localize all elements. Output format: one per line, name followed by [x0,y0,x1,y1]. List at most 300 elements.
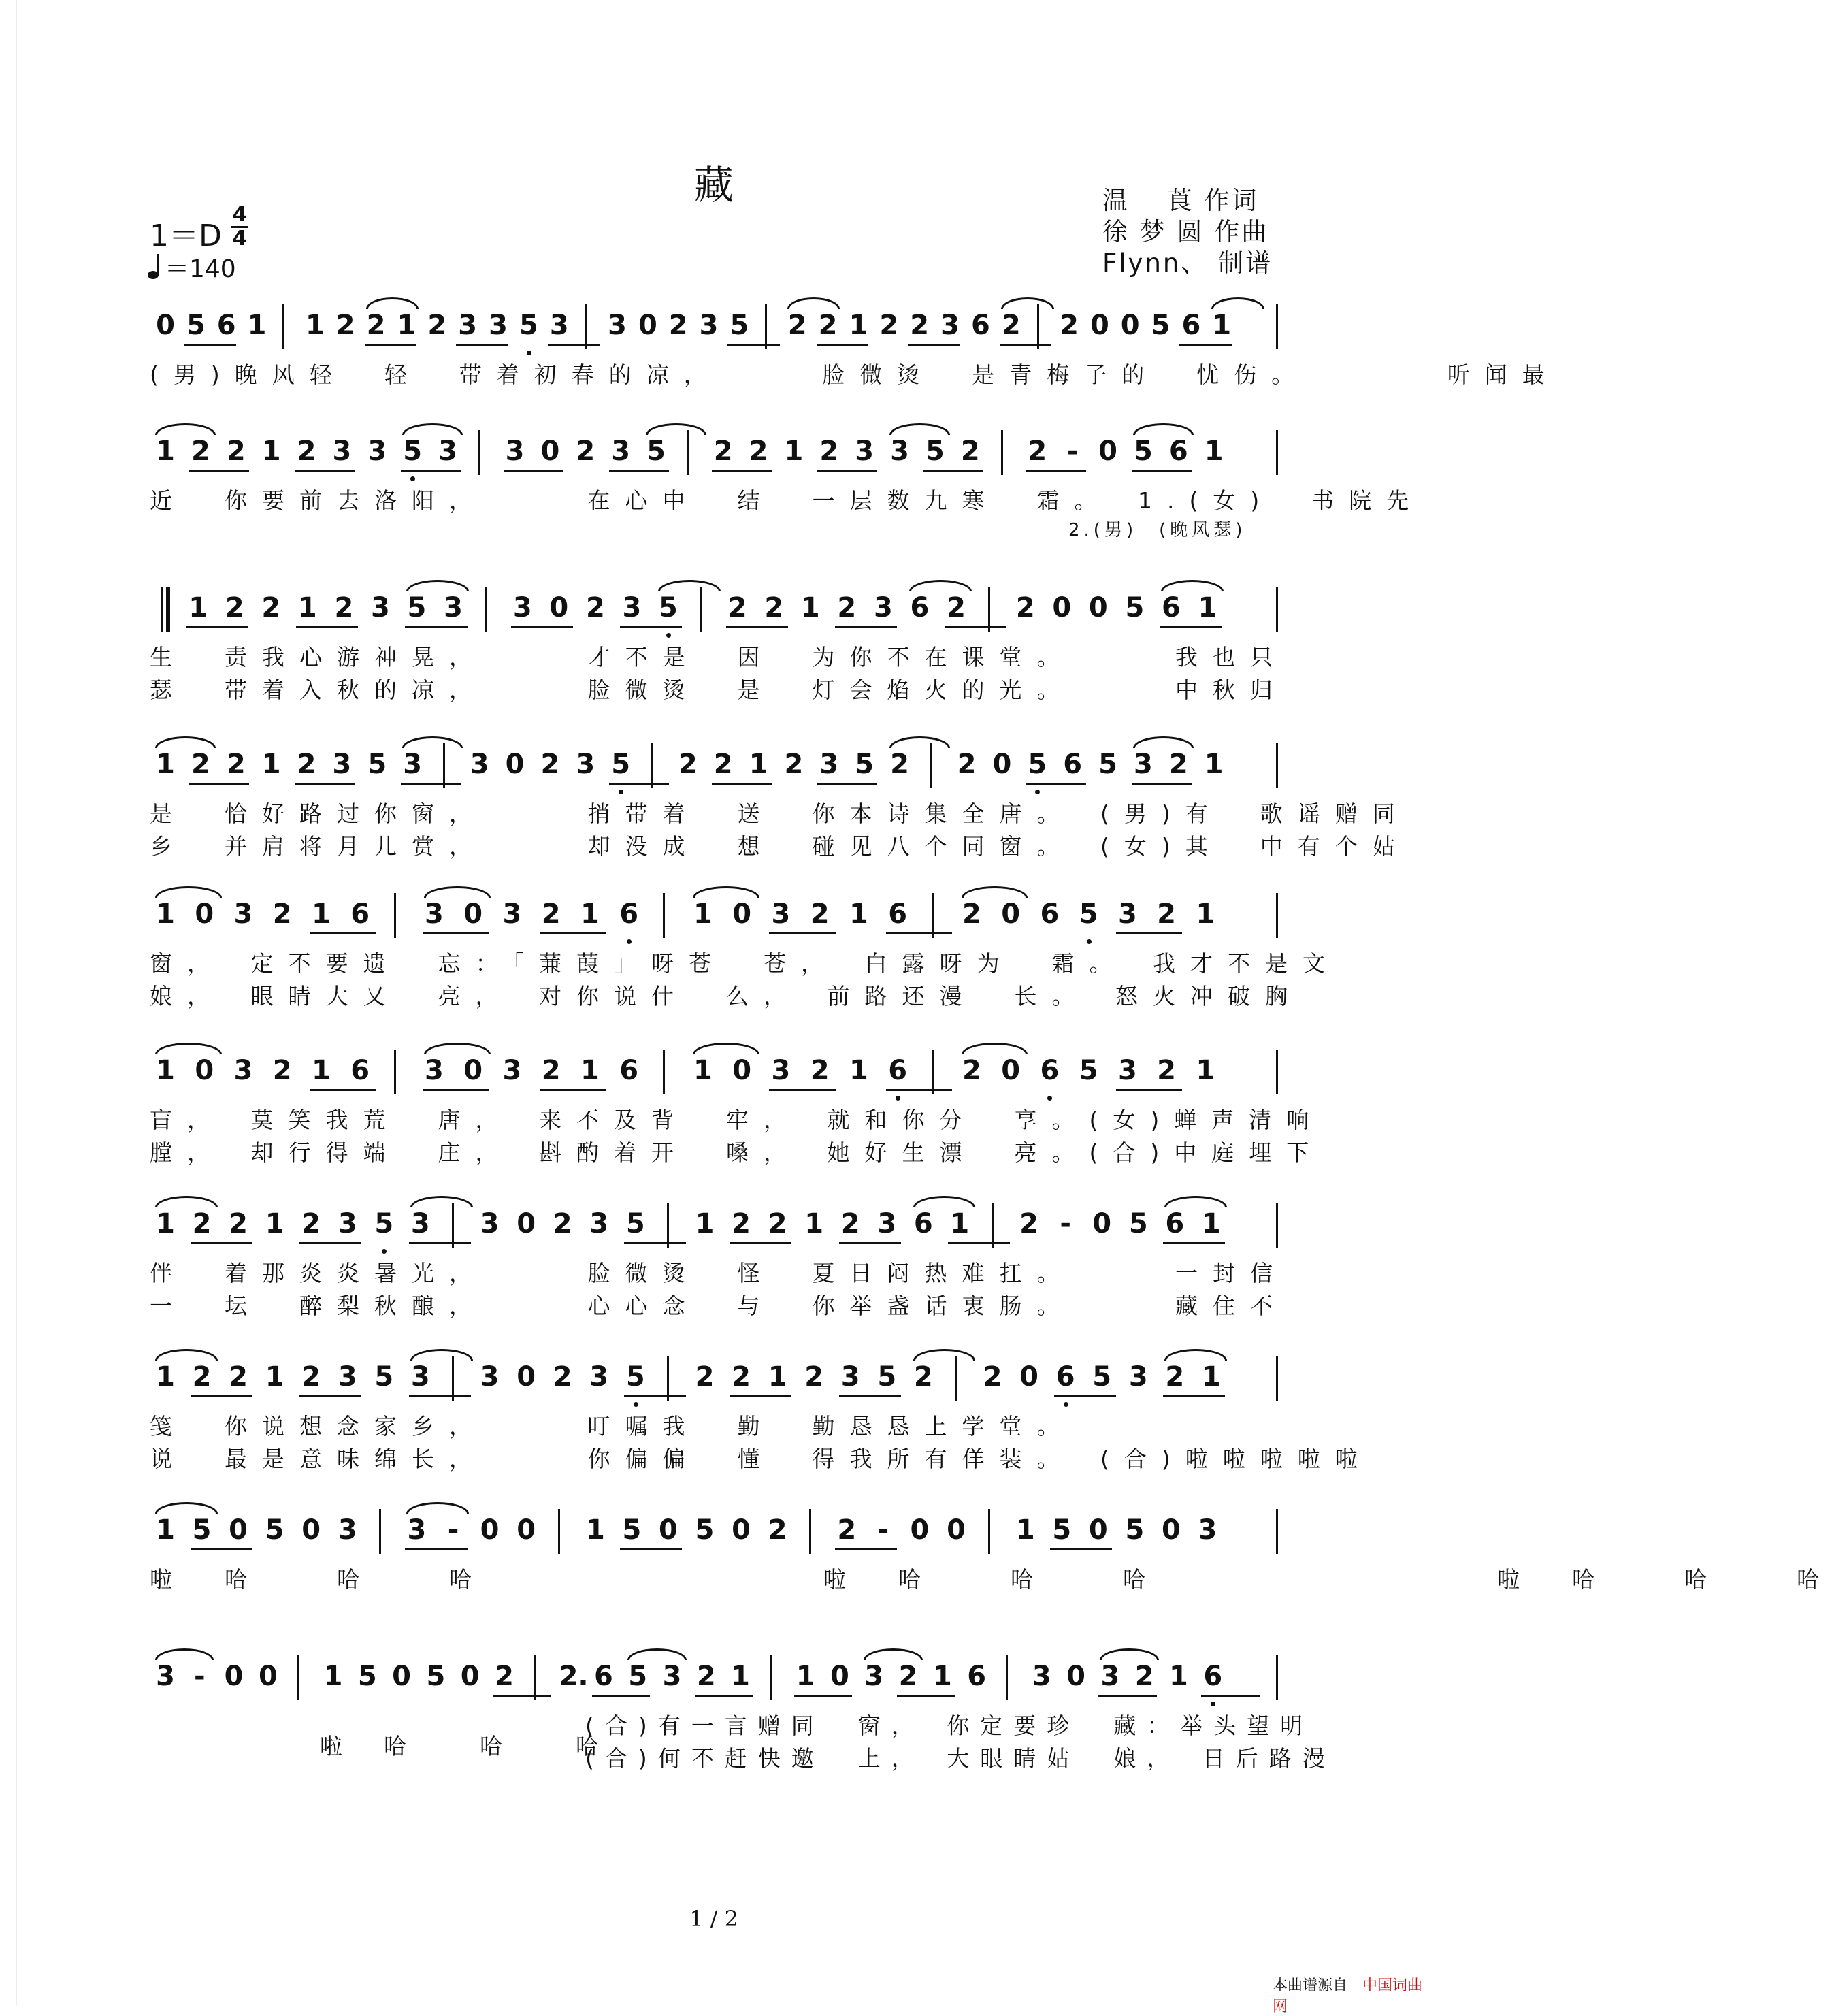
octave-dot [666,633,671,638]
note: 1 [796,1661,815,1692]
beam-underline [923,470,983,472]
barline [1037,304,1039,349]
note: 3 [438,436,457,467]
note: - [193,1661,206,1692]
beam-underline [620,626,682,628]
note: 2 [1165,1361,1185,1393]
note: 3 [425,1055,444,1086]
note: 5 [367,749,387,780]
slur [410,1349,473,1361]
lyric-line: (合)何不赶快邀 上， 大眼睛姑 娘， 日后路漫 [585,1745,1336,1772]
footer-text: 本曲谱源自 [1273,1977,1348,1994]
barline [809,1509,811,1554]
note: 3 [470,749,489,780]
note: 1 [804,1208,824,1239]
footer-link[interactable]: 中国词曲网 [1273,1977,1423,2015]
note: 1 [156,1055,175,1086]
beam-underline [540,932,606,934]
note: 6 [1162,592,1181,623]
note: 6 [1063,749,1083,780]
note: 5 [1079,898,1098,930]
note: 3 [367,436,387,467]
slur [366,297,419,309]
beam-underline [1163,1395,1225,1397]
beam-underline [624,1395,686,1397]
tempo-mark [147,250,236,284]
lyric-line: (合)有一言赠同 窗， 你定要珍 藏：举头望明 [585,1712,1314,1739]
barline [667,1203,669,1248]
note: 3 [1100,1661,1120,1692]
barline [687,430,689,475]
note: 2 [727,592,747,623]
beam-underline [730,1395,791,1397]
note: 5 [628,1661,648,1692]
note: 1 [261,436,281,467]
note: 3 [410,1361,430,1393]
barline [394,893,396,938]
note: 5 [695,1514,715,1546]
barline [1276,430,1278,475]
note: 3 [502,1055,522,1086]
note: 3 [1032,1661,1051,1692]
slur [402,736,463,748]
note: 2 [819,436,839,467]
score-line [150,1208,1288,1331]
slur [909,580,972,591]
beam-underline [1160,626,1222,628]
note: 5 [357,1661,377,1692]
barline [1276,1356,1278,1401]
slur [406,1502,469,1514]
beam-underline [511,626,573,628]
note: 1 [156,898,175,930]
note: 5 [186,310,206,341]
note: 3 [771,898,791,930]
note: 3 [662,1661,682,1692]
note: 1 [1015,1514,1035,1546]
note: 2 [1168,749,1188,780]
beam-underline [299,1242,361,1244]
note: 5 [1125,1514,1145,1546]
note: 2 [297,436,316,467]
composer-credit: 徐 梦 圆 作曲 [1102,217,1269,246]
barline [700,587,702,632]
slur [155,1196,218,1207]
note: 1 [397,310,416,341]
note: 2 [272,1055,292,1086]
note: 5 [659,592,678,623]
beam-underline [1116,1089,1182,1091]
beam-underline [769,1089,835,1091]
beam-underline [1132,470,1192,472]
slur [1100,1648,1158,1660]
score-line [150,310,1560,432]
note: 2 [192,1361,212,1393]
barline [667,1356,669,1401]
note: 6 [619,1055,639,1086]
note: 2 [334,592,354,623]
slur [1164,1349,1227,1361]
beam-underline [548,344,600,346]
beam-underline [712,470,772,472]
slur [424,886,491,898]
barline [485,587,487,632]
note: 5 [925,436,945,467]
note: 1 [749,749,768,780]
note: 3 [608,310,627,341]
note: 5 [622,1514,642,1546]
beam-underline [620,1548,682,1550]
slur [424,1043,491,1054]
barline [932,893,934,938]
barline [534,1655,536,1700]
barline [161,587,163,632]
note: 2 [678,749,698,780]
note: 2 [427,310,447,341]
beam-underline [1054,1395,1116,1397]
note: 6 [1203,1661,1223,1692]
octave-dot [634,1402,638,1407]
lyric-line: 近 你要前去洛阳， 在心中 结 一层数九寒 霜。 1.(女) 书院先 [150,487,1424,514]
source-footer [1273,1974,1428,2016]
slur [864,1648,922,1660]
note: 5 [403,436,423,467]
note: 3 [576,749,595,780]
note: 5 [625,1361,645,1393]
score-line [150,898,1340,1021]
note: 3 [622,592,642,623]
note: - [447,1514,459,1546]
beam-underline [948,1242,1010,1244]
note: 0 [517,1208,536,1239]
note: 3 [589,1208,609,1239]
note: 2 [957,749,977,780]
note: 0 [1092,1208,1112,1239]
octave-dot [619,790,623,794]
slur [913,1349,976,1361]
beam-underline [794,1695,853,1697]
note: 2 [335,310,355,341]
note: 3 [549,310,569,341]
note: 3 [403,749,423,780]
barline [955,1356,957,1401]
beam-underline [908,344,960,346]
note: 0 [224,1661,244,1692]
beam-underline [945,626,1006,628]
note: 0 [1019,1361,1039,1393]
note: 3 [332,749,352,780]
note: 1 [1198,592,1217,623]
lyric-line: 乡 并肩将月儿赏， 却没成 想 碰见八个同窗。 (女)其 中有个姑 [150,833,1410,860]
barline [770,1655,772,1700]
note: 6 [913,1208,933,1239]
lyric-line: 窗， 定不要遗 忘：「蒹葭」呀苍 苍， 白露呀为 霜。 我才不是文 [150,950,1340,977]
note: 6 [216,310,236,341]
note: 2 [261,592,281,623]
note: 3 [873,592,893,623]
note: 2 [962,1055,981,1086]
note: 0 [638,310,657,341]
barline [1276,304,1278,349]
slur [693,1043,759,1054]
barline [443,743,445,788]
note: 6 [1040,898,1060,930]
note: 2 [696,1661,716,1692]
note: 2. [559,1661,589,1692]
note: 2 [810,1055,830,1086]
song-title: 藏 [693,162,734,208]
beam-underline [726,626,788,628]
note: 0 [659,1514,678,1546]
note: 5 [192,1514,212,1546]
note: 2 [910,310,930,341]
octave-dot [627,939,632,944]
note: 1 [156,1361,175,1393]
note: 6 [888,898,908,930]
note: 0 [732,1514,751,1546]
note: 2 [1015,592,1035,623]
note: 2 [810,898,830,930]
note: 5 [646,436,666,467]
slur [693,886,759,898]
note: 6 [619,898,639,930]
barline [992,1203,994,1248]
lyric-line: (男)晚风轻 轻 带着初春的凉， 脸微烫 是青梅子的 忧伤。 听闻最 [150,361,1560,388]
score-line [150,1661,1336,1783]
beam-underline [191,1242,252,1244]
beam-underline [1132,783,1192,785]
time-top: 4 [232,203,247,227]
note: 3 [819,749,839,780]
beam-underline [1050,1548,1112,1550]
beam-underline [1179,344,1231,346]
note: 3 [371,592,390,623]
note: 5 [1128,1208,1148,1239]
barline [1276,1050,1278,1094]
beam-underline [712,783,772,785]
note: 6 [1055,1361,1075,1393]
lyric-line: 伴 着那炎炎暑光， 脸微烫 怪 夏日闷热难扛。 一封信 [150,1260,1288,1286]
octave-dot [1211,1702,1215,1706]
beam-underline [835,1548,897,1550]
note: 1 [1212,310,1232,341]
barline [1276,743,1278,788]
note: 3 [611,436,631,467]
slur [155,1043,222,1054]
barline [379,1509,381,1554]
note: 2 [229,1361,248,1393]
barline [558,1509,560,1554]
note: 0 [732,898,752,930]
barline [932,1050,934,1094]
slur [155,1349,218,1361]
octave-dot [410,476,415,481]
note: 3 [338,1361,357,1393]
note: 3 [338,1208,357,1239]
note: 1 [693,1055,713,1086]
beam-underline [310,1089,376,1091]
beam-underline [1116,932,1182,934]
beam-underline [504,470,563,472]
note: 2 [192,1208,212,1239]
beam-underline [1163,1242,1225,1244]
left-margin-strip [0,0,17,2005]
note: 2 [983,1361,1002,1393]
note: 1 [323,1661,343,1692]
slur [889,736,950,748]
note: 2 [576,436,595,467]
beam-underline [839,1242,901,1244]
barline [663,1050,665,1094]
note: 6 [967,1661,987,1692]
lyric-line: 盲， 莫笑我荒 唐， 来不及背 牢， 就和你分 享。(女)蝉声清响 [150,1107,1324,1133]
note: 2 [890,749,909,780]
note: 3 [855,436,874,467]
barline [1006,1655,1008,1700]
barline [663,893,665,938]
note: 0 [195,898,214,930]
note: 5 [1092,1361,1112,1393]
note: 1 [585,1514,605,1546]
note: 5 [1079,1055,1098,1086]
note: 1 [800,592,820,623]
barline [297,1655,299,1700]
score-line [150,436,1424,558]
note: 2 [768,1514,787,1546]
note: 2 [540,749,560,780]
note: 2 [301,1208,321,1239]
note: 3 [425,898,444,930]
note: 3 [489,310,508,341]
note: 3 [940,310,960,341]
note: 1 [580,898,600,930]
time-signature [229,203,250,250]
note: 2 [768,1208,787,1239]
slur [658,580,721,591]
beam-underline [1098,1695,1157,1697]
note: 2 [272,898,292,930]
barline [452,1203,454,1248]
note: 5 [1028,749,1047,780]
note: 5 [625,1208,645,1239]
note: 2 [713,749,733,780]
note: 2 [225,592,244,623]
slur [962,1043,1028,1054]
note: 0 [517,1514,536,1546]
note: 3 [771,1055,791,1086]
note: 1 [297,592,317,623]
page-number: 1 / 2 [689,1906,738,1932]
note: 1 [693,898,713,930]
beam-underline [456,344,508,346]
beam-underline [189,470,249,472]
beam-underline [1026,783,1085,785]
note: 3 [1134,749,1153,780]
beam-underline [609,783,669,785]
lyric-line: 笺 你说想念家乡， 叮嘱我 勤 勤恳恳上学堂。 [150,1413,1075,1440]
note: 2 [1157,898,1177,930]
score-line [150,1514,1834,1637]
note: 0 [460,1661,480,1692]
key-signature: 1＝D [150,218,222,253]
beam-underline [624,1242,686,1244]
octave-dot [527,351,531,355]
note: 3 [1117,1055,1137,1086]
note: 0 [549,592,569,623]
note: 1 [731,1661,750,1692]
note: 5 [407,592,427,623]
barline [988,1509,990,1554]
note: - [1066,436,1079,467]
note: 1 [1201,1208,1221,1239]
octave-dot [1064,1402,1068,1407]
note: 1 [695,1208,715,1239]
slur [155,736,216,748]
note: 2 [818,310,838,341]
note: 6 [1040,1055,1060,1086]
note: 1 [580,1055,600,1086]
note: 2 [962,898,981,930]
barline [930,743,932,788]
note: 1 [1169,1661,1188,1692]
note: - [1060,1208,1071,1239]
slur [1161,580,1224,591]
note: 2 [541,898,561,930]
beam-underline [295,470,355,472]
beam-underline [423,1089,489,1091]
note: 2 [553,1208,572,1239]
note: 2 [840,1208,860,1239]
barline [166,587,170,632]
note: 1 [312,898,331,930]
note: 0 [910,1514,930,1546]
note: 5 [374,1208,394,1239]
barline [1276,587,1278,632]
note: 0 [1066,1661,1085,1692]
note: 2 [226,436,246,467]
note: 0 [517,1361,536,1393]
lyric-line: 啦 哈 哈 哈 [320,1733,608,1759]
note: 0 [732,1055,752,1086]
note: 1 [950,1208,970,1239]
note: 0 [463,898,483,930]
beam-underline [730,1242,791,1244]
barline [452,1356,454,1401]
note: 0 [540,436,560,467]
beam-underline [540,1089,606,1091]
lyric-line: 2.(男) (晚风瑟) [1068,520,1247,540]
note: 5 [1098,749,1117,780]
note: 0 [1162,1514,1181,1546]
lyric-line: 说 最是意味绵长， 你偏偏 懂 得我所有佯装。 (合)啦啦啦啦啦 [150,1446,1373,1472]
slur [1164,1196,1227,1207]
beam-underline [191,1395,252,1397]
note: 2 [837,592,857,623]
note: 6 [1165,1208,1185,1239]
slur [627,1648,686,1660]
note: - [877,1514,889,1546]
score-line [150,749,1410,871]
beam-underline [897,1695,955,1697]
tempo-value: ＝140 [165,255,236,283]
note: 5 [611,749,631,780]
barline [585,304,587,349]
note: 2 [1060,310,1079,341]
barline [1276,893,1278,938]
note: 2 [585,592,605,623]
note: 6 [593,1661,613,1692]
note: 2 [837,1514,857,1546]
